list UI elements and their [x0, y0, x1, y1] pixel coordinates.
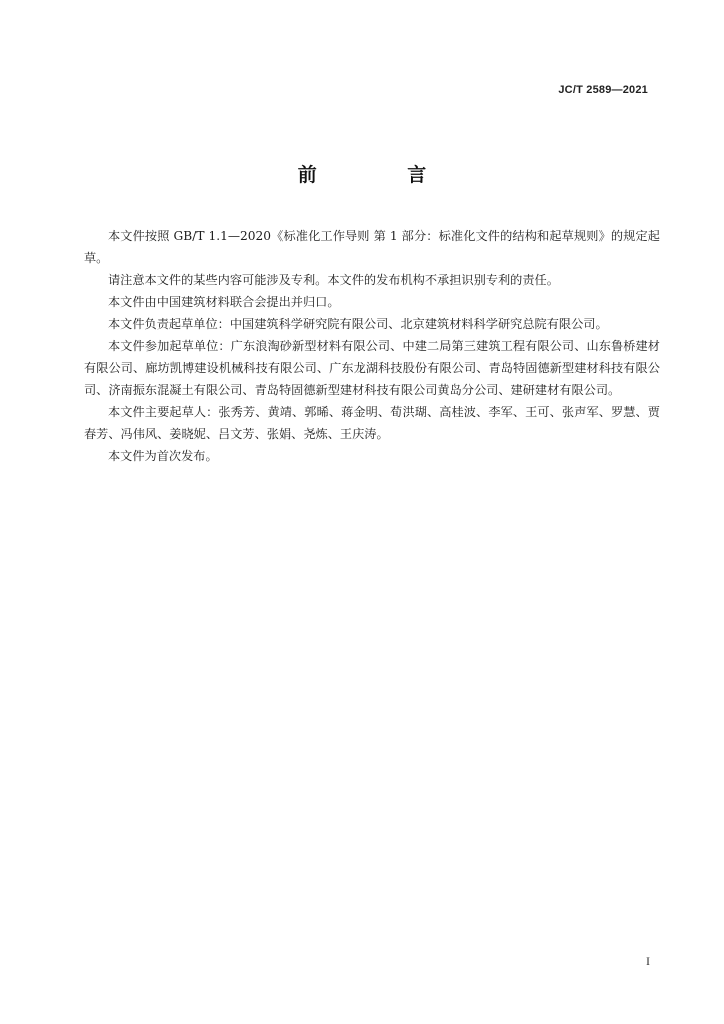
paragraph-main-authors: 本文件主要起草人：张秀芳、黄靖、郭晞、蒋金明、荀洪瑚、高桂波、李军、王可、张声军、罗慧、贾春芳、冯伟风、姜晓妮、吕文芳、张娟、尧炼、王庆涛。 [84, 405, 660, 441]
paragraph-drafting-rules: 本文件按照 GB/T 1.1—2020《标准化工作导则 第 1 部分：标准化文件的结构和起草规则》的规定起草。 [84, 229, 660, 265]
paragraph-first-release: 本文件为首次发布。 [108, 449, 218, 463]
standard-code: JC/T 2589—2021 [558, 84, 648, 96]
page-title: 前 言 [297, 164, 469, 186]
foreword-body [84, 225, 660, 467]
paragraph-lead-drafters: 本文件负责起草单位：中国建筑科学研究院有限公司、北京建筑材料科学研究总院有限公司。 [108, 317, 608, 331]
paragraph-participating-drafters: 本文件参加起草单位：广东浪淘砂新型材料有限公司、中建二局第三建筑工程有限公司、山东鲁桥建材有限公司、廊坊凯博建设机械科技有限公司、广东龙湖科技股份有限公司、青岛特固德新型建材科技有限公司、济南振东混凝土有限公司、青岛特固德新型建材科技有限公司黄岛分公司、建研建材有限公司。 [84, 339, 660, 397]
paragraph-proposer: 本文件由中国建筑材料联合会提出并归口。 [108, 295, 340, 309]
page-number: I [646, 954, 650, 968]
paragraph-patent-notice: 请注意本文件的某些内容可能涉及专利。本文件的发布机构不承担识别专利的责任。 [108, 273, 559, 287]
